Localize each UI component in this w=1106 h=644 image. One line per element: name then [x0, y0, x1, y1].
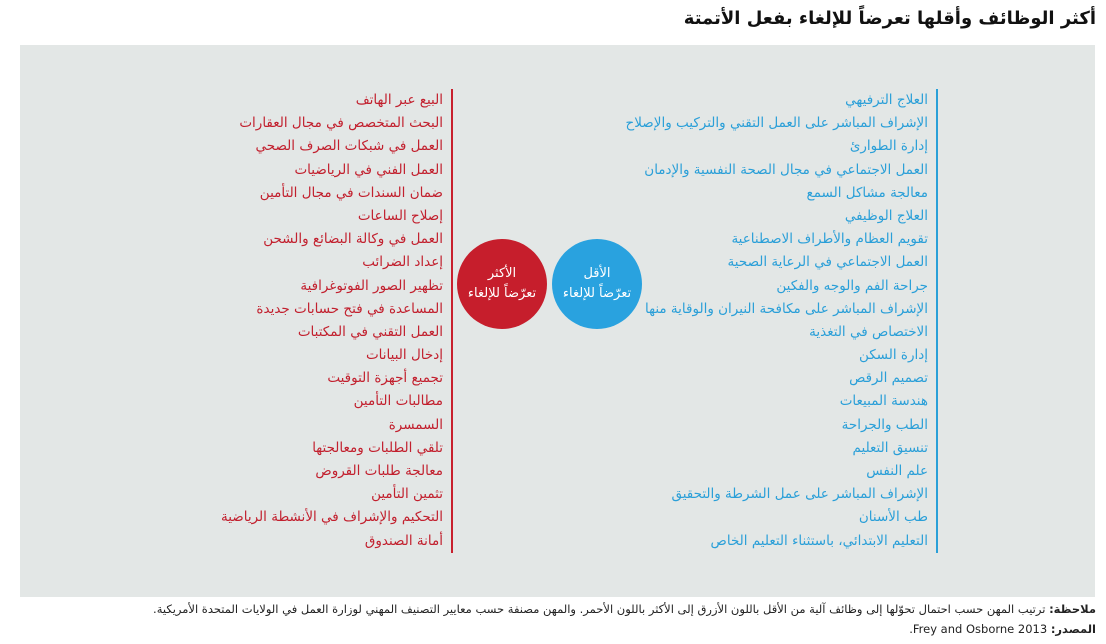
least-exposed-job: طب الأسنان — [858, 509, 928, 526]
most-exposed-job: إصلاح الساعات — [357, 207, 443, 224]
source — [6, 622, 1096, 636]
source-label: المصدر: — [1050, 622, 1096, 636]
least-exposed-job: هندسة المبيعات — [839, 393, 928, 410]
least-exposed-list — [625, 89, 938, 553]
most-exposed-job: معالجة طلبات القروض — [315, 463, 443, 479]
least-exposed-job: التعليم الابتدائي، باستثناء التعليم الخاص — [710, 532, 928, 549]
most-exposed-job: السمسرة — [388, 416, 443, 433]
page-title: أكثر الوظائف وأقلها تعرضاً للإلغاء بفعل الأتمتة — [683, 8, 1096, 29]
least-exposed-job: معالجة مشاكل السمع — [806, 184, 928, 201]
most-exposed-job: تظهير الصور الفوتوغرافية — [300, 277, 443, 294]
least-exposed-job: الاختصاص في التغذية — [809, 323, 928, 340]
most-exposed-job: التحكيم والإشراف في الأنشطة الرياضية — [220, 509, 443, 526]
least-exposed-job: العمل الاجتماعي في الرعاية الصحية — [727, 254, 928, 271]
least-exposed-job: العلاج الوظيفي — [844, 207, 928, 224]
most-exposed-job: أمانة الصندوق — [364, 532, 443, 549]
least-exposed-job: الإشراف المباشر على العمل التقني والتركيب والإصلاح — [625, 115, 928, 132]
most-circle-label-line1: الأكثر — [487, 266, 517, 281]
least-exposed-job: جراحة الفم والوجه والفكين — [776, 277, 928, 294]
most-exposed-job: ضمان السندات في مجال التأمين — [259, 184, 443, 201]
most-exposed-job: تثمين التأمين — [371, 486, 443, 503]
most-exposed-job: العمل الفني في الرياضيات — [294, 161, 443, 178]
least-exposed-job: إدارة السكن — [858, 347, 928, 364]
least-exposed-job: الإشراف المباشر على مكافحة النيران والوقاية منها — [645, 300, 928, 317]
least-circle-label-line2: تعرّضاً للإلغاء — [562, 286, 632, 301]
least-exposed-job: علم النفس — [866, 463, 928, 479]
least-exposed-job: تصميم الرقص — [849, 370, 928, 387]
note-label: ملاحظة: — [1049, 602, 1096, 616]
most-exposed-job: مطالبات التأمين — [353, 393, 443, 410]
least-exposed-job: الطب والجراحة — [841, 416, 928, 433]
most-exposed-job: العمل في وكالة البضائع والشحن — [263, 231, 443, 248]
source-text: Frey and Osborne 2013. — [909, 622, 1048, 636]
most-exposed-circle — [457, 239, 547, 329]
least-exposed-job: العمل الاجتماعي في مجال الصحة النفسية والإدمان — [644, 161, 928, 178]
most-exposed-job: العمل في شبكات الصرف الصحي — [255, 138, 443, 155]
most-circle-label-line2: تعرّضاً للإلغاء — [467, 286, 537, 301]
least-circle-label-line1: الأقل — [583, 266, 611, 281]
least-exposed-job: العلاج الترفيهي — [845, 92, 928, 108]
most-exposed-job: البيع عبر الهاتف — [355, 92, 443, 108]
diagram-panel — [20, 45, 1095, 597]
least-exposed-job: إدارة الطوارئ — [849, 138, 928, 155]
least-exposed-job: الإشراف المباشر على عمل الشرطة والتحقيق — [671, 486, 928, 503]
note-text: ترتيب المهن حسب احتمال تحوّلها إلى وظائف آلية من الأقل باللون الأزرق إلى الأكثر باللون الأحمر. والمهن مصنفة حسب معايير التصنيف المهني لوزارة العمل في الولايات المتحدة الأمريكية. — [153, 602, 1046, 616]
most-exposed-job: العمل التقني في المكتبات — [297, 323, 443, 340]
most-exposed-list — [143, 89, 453, 553]
most-exposed-job: تجميع أجهزة التوقيت — [327, 370, 443, 387]
most-exposed-job: البحث المتخصص في مجال العقارات — [239, 115, 443, 132]
most-exposed-job: تلقي الطلبات ومعالجتها — [312, 439, 443, 456]
least-exposed-job: تقويم العظام والأطراف الاصطناعية — [731, 231, 928, 248]
least-exposed-job: تنسيق التعليم — [852, 439, 928, 456]
note — [6, 602, 1096, 616]
most-exposed-job: إدخال البيانات — [365, 347, 443, 364]
most-exposed-job: إعداد الضرائب — [362, 254, 443, 271]
least-exposed-circle — [552, 239, 642, 329]
most-exposed-job: المساعدة في فتح حسابات جديدة — [256, 300, 443, 317]
